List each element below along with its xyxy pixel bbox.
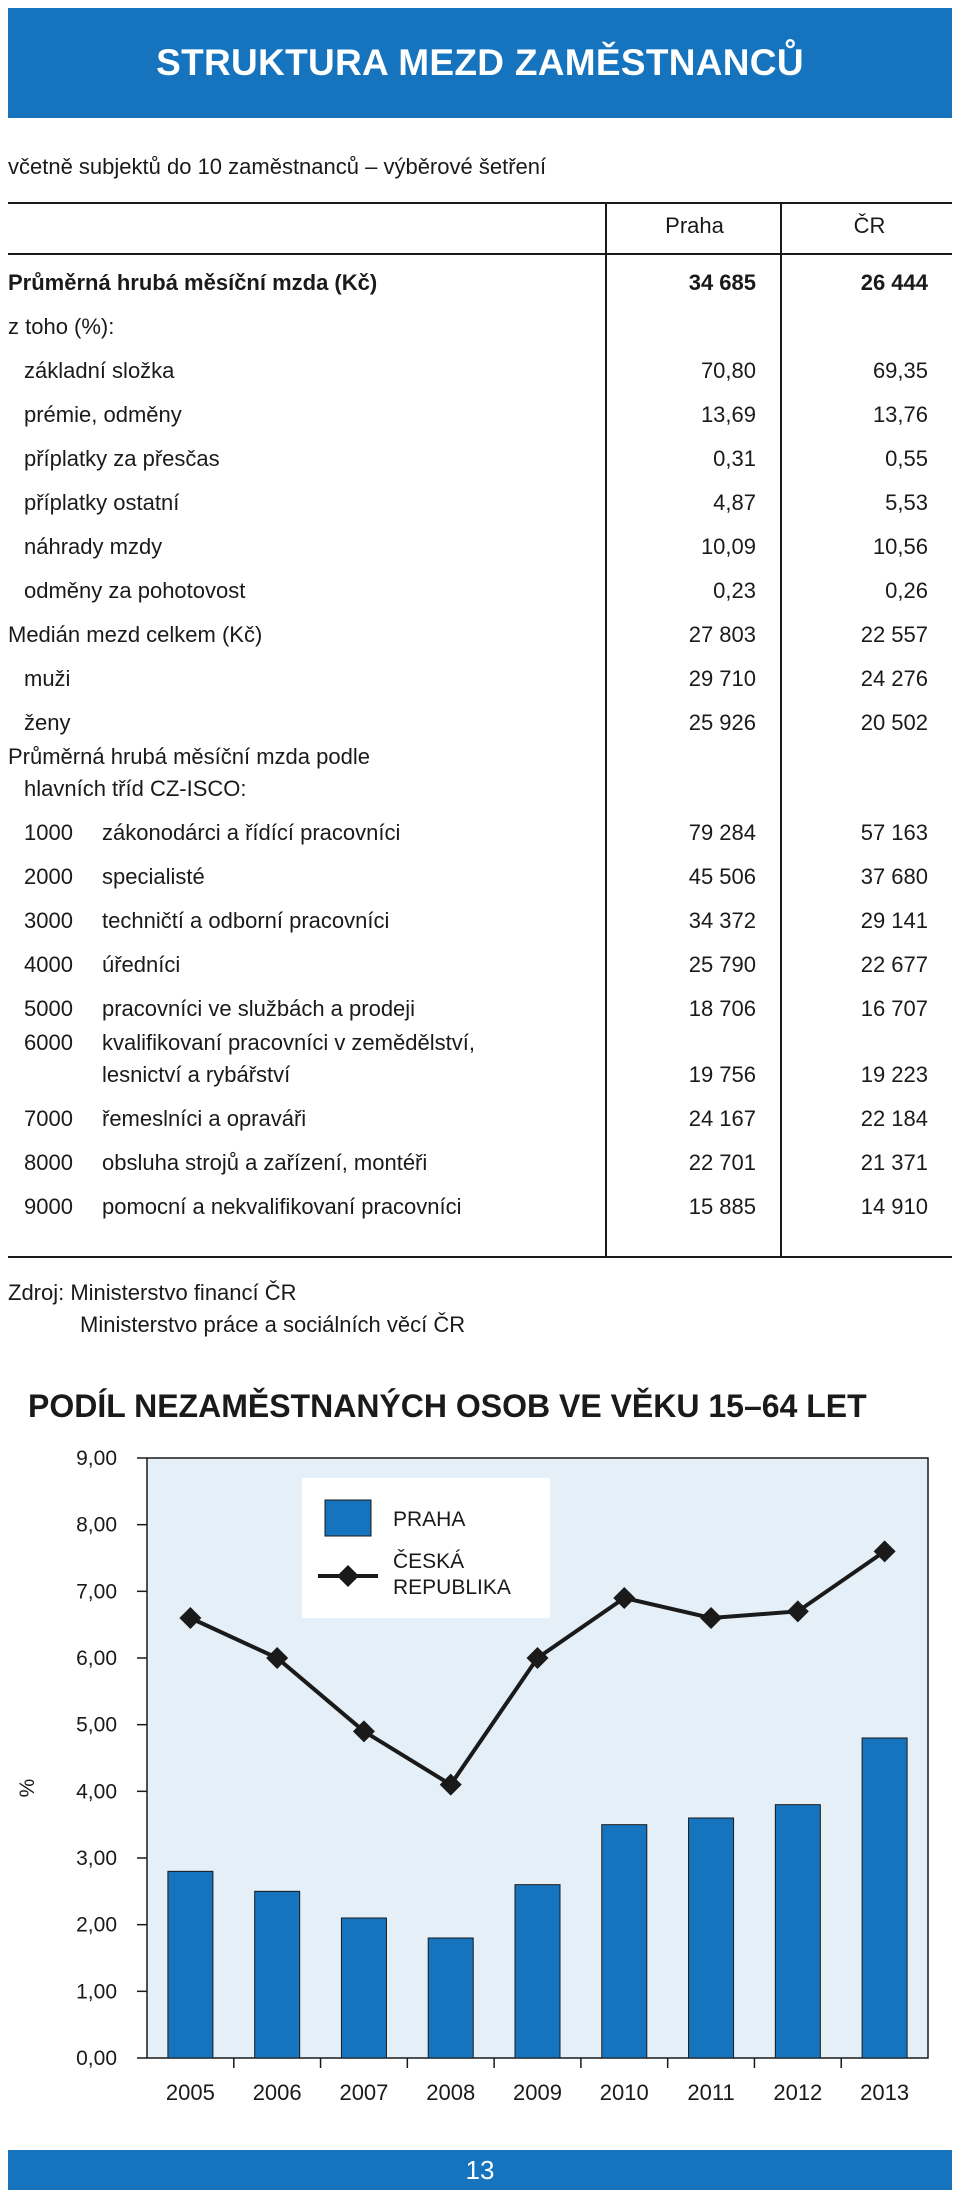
value-praha: 19 756 bbox=[688, 1062, 756, 1087]
column-header-cr: ČR bbox=[853, 213, 886, 238]
table-row bbox=[8, 561, 952, 605]
isco-code: 2000 bbox=[24, 864, 73, 889]
table-row bbox=[8, 297, 952, 341]
row-label: z toho (%): bbox=[8, 314, 115, 339]
x-tick-label: 2013 bbox=[860, 2080, 910, 2105]
row-label: prémie, odměny bbox=[24, 402, 182, 427]
value-cr: 21 371 bbox=[860, 1150, 928, 1175]
value-cr: 10,56 bbox=[872, 534, 928, 559]
bar-praha bbox=[168, 1871, 213, 2058]
value-cr: 24 276 bbox=[860, 666, 928, 691]
bar-praha bbox=[689, 1818, 734, 2058]
value-praha: 4,87 bbox=[713, 490, 756, 515]
x-tick-label: 2006 bbox=[252, 2080, 302, 2105]
value-praha: 25 790 bbox=[688, 952, 756, 977]
value-cr: 5,53 bbox=[885, 490, 928, 515]
value-praha: 0,23 bbox=[713, 578, 756, 603]
page-title: STRUKTURA MEZD ZAMĚSTNANCŮ bbox=[156, 42, 804, 83]
value-cr: 37 680 bbox=[860, 864, 928, 889]
table-row bbox=[8, 891, 952, 935]
value-praha: 45 506 bbox=[688, 864, 756, 889]
row-label: pracovníci ve službách a prodeji bbox=[102, 996, 416, 1021]
row-label: úředníci bbox=[102, 952, 181, 977]
table-row bbox=[8, 737, 952, 803]
isco-code: 6000 bbox=[24, 1030, 73, 1055]
value-cr: 22 677 bbox=[860, 952, 928, 977]
table-row bbox=[8, 935, 952, 979]
value-cr: 57 163 bbox=[860, 820, 928, 845]
y-tick-label: 1,00 bbox=[76, 1980, 117, 2004]
table-row bbox=[8, 605, 952, 649]
isco-code: 5000 bbox=[24, 996, 73, 1021]
row-label-line: hlavních tříd CZ-ISCO: bbox=[24, 776, 247, 801]
row-label: techničtí a odborní pracovníci bbox=[102, 908, 390, 933]
value-cr: 22 557 bbox=[860, 622, 928, 647]
y-tick-label: 4,00 bbox=[76, 1780, 117, 1804]
x-tick-label: 2011 bbox=[687, 2080, 735, 2105]
x-tick-label: 2009 bbox=[513, 2080, 562, 2105]
row-label: pomocní a nekvalifikovaní pracovníci bbox=[102, 1194, 462, 1219]
row-label: obsluha strojů a zařízení, montéři bbox=[102, 1150, 428, 1175]
value-praha: 18 706 bbox=[688, 996, 756, 1021]
row-label: muži bbox=[24, 666, 71, 691]
value-cr: 26 444 bbox=[860, 270, 928, 295]
legend-swatch-praha bbox=[325, 1500, 371, 1536]
y-axis-label: % bbox=[16, 1778, 39, 1798]
table-row bbox=[8, 517, 952, 561]
row-label-line: lesnictví a rybářství bbox=[102, 1062, 291, 1087]
table-row bbox=[8, 803, 952, 847]
table-row bbox=[8, 1177, 952, 1221]
row-label: Medián mezd celkem (Kč) bbox=[8, 622, 263, 647]
bar-praha bbox=[341, 1918, 386, 2058]
table-subtitle: včetně subjektů do 10 zaměstnanců – výběrové šetření bbox=[8, 154, 547, 179]
wage-table bbox=[8, 253, 952, 1221]
table-row bbox=[8, 693, 952, 737]
source-line: Zdroj: Ministerstvo financí ČR bbox=[8, 1280, 297, 1305]
bar-praha bbox=[775, 1805, 820, 2058]
value-cr: 16 707 bbox=[860, 996, 928, 1021]
y-tick-label: 5,00 bbox=[76, 1713, 117, 1737]
y-tick-label: 3,00 bbox=[76, 1847, 117, 1870]
isco-code: 4000 bbox=[24, 952, 73, 977]
value-cr: 19 223 bbox=[860, 1062, 928, 1087]
isco-code: 9000 bbox=[24, 1194, 73, 1219]
row-label: náhrady mzdy bbox=[24, 534, 163, 559]
page-number: 13 bbox=[465, 2154, 495, 2185]
value-praha: 29 710 bbox=[688, 666, 756, 691]
row-label-line: kvalifikovaní pracovníci v zemědělství, bbox=[102, 1030, 475, 1055]
row-label: odměny za pohotovost bbox=[24, 578, 246, 603]
table-row bbox=[8, 341, 952, 385]
page-footer bbox=[8, 2150, 952, 2190]
bar-praha bbox=[602, 1825, 647, 2058]
table-row bbox=[8, 1023, 952, 1089]
row-label: příplatky ostatní bbox=[24, 490, 180, 515]
isco-code: 7000 bbox=[24, 1106, 73, 1131]
value-cr: 0,55 bbox=[885, 446, 928, 471]
table-row bbox=[8, 253, 952, 297]
legend-label-praha: PRAHA bbox=[393, 1508, 466, 1531]
value-praha: 10,09 bbox=[700, 534, 756, 559]
x-tick-label: 2010 bbox=[599, 2080, 649, 2105]
bar-praha bbox=[428, 1938, 473, 2058]
value-praha: 13,69 bbox=[700, 402, 756, 427]
x-tick-label: 2012 bbox=[773, 2080, 823, 2105]
isco-code: 8000 bbox=[24, 1150, 73, 1175]
source-note bbox=[8, 1277, 465, 1341]
table-row bbox=[8, 385, 952, 429]
table-top-rule bbox=[8, 202, 952, 204]
value-praha: 34 372 bbox=[688, 908, 756, 933]
value-cr: 0,26 bbox=[885, 578, 928, 603]
bar-praha bbox=[255, 1891, 300, 2058]
value-praha: 22 701 bbox=[688, 1150, 756, 1175]
bar-praha bbox=[515, 1885, 560, 2058]
table-row bbox=[8, 1133, 952, 1177]
value-praha: 79 284 bbox=[688, 820, 756, 845]
source-line: Ministerstvo práce a sociálních věcí ČR bbox=[80, 1312, 466, 1337]
unemployment-chart bbox=[0, 1440, 960, 2140]
value-cr: 14 910 bbox=[860, 1194, 928, 1219]
value-cr: 29 141 bbox=[860, 908, 928, 933]
table-row bbox=[8, 649, 952, 693]
x-tick-label: 2008 bbox=[426, 2080, 476, 2105]
value-cr: 20 502 bbox=[860, 710, 928, 735]
value-praha: 24 167 bbox=[688, 1106, 756, 1131]
value-praha: 34 685 bbox=[688, 270, 756, 295]
row-label-line: Průměrná hrubá měsíční mzda podle bbox=[8, 744, 370, 769]
value-praha: 0,31 bbox=[713, 446, 756, 471]
value-cr: 22 184 bbox=[860, 1106, 928, 1131]
y-tick-label: 8,00 bbox=[76, 1513, 117, 1537]
y-tick-label: 6,00 bbox=[76, 1647, 117, 1670]
bar-praha bbox=[862, 1738, 907, 2058]
y-tick-label: 2,00 bbox=[76, 1913, 117, 1937]
row-label: specialisté bbox=[102, 864, 205, 889]
legend-label-line: REPUBLIKA bbox=[393, 1576, 511, 1599]
y-tick-label: 7,00 bbox=[76, 1580, 117, 1604]
x-tick-label: 2007 bbox=[339, 2080, 389, 2105]
value-praha: 70,80 bbox=[700, 358, 756, 383]
isco-code: 1000 bbox=[24, 820, 73, 845]
row-label: ženy bbox=[24, 710, 71, 735]
y-tick-label: 9,00 bbox=[76, 1447, 117, 1470]
value-praha: 15 885 bbox=[688, 1194, 756, 1219]
table-row bbox=[8, 429, 952, 473]
value-cr: 69,35 bbox=[872, 358, 928, 383]
row-label: zákonodárci a řídící pracovníci bbox=[102, 820, 401, 845]
chart-title: PODÍL NEZAMĚSTNANÝCH OSOB VE VĚKU 15–64 LET bbox=[28, 1388, 867, 1424]
column-header-praha: Praha bbox=[665, 213, 724, 238]
table-row bbox=[8, 847, 952, 891]
row-label: základní složka bbox=[24, 358, 175, 383]
value-praha: 27 803 bbox=[688, 622, 756, 647]
legend-label-line: ČESKÁ bbox=[393, 1550, 465, 1573]
chart-legend bbox=[302, 1478, 550, 1618]
row-label: řemeslníci a opraváři bbox=[102, 1106, 307, 1131]
x-tick-label: 2005 bbox=[165, 2080, 215, 2105]
isco-code: 3000 bbox=[24, 908, 73, 933]
page-banner bbox=[8, 8, 952, 118]
row-label: příplatky za přesčas bbox=[24, 446, 220, 471]
table-row bbox=[8, 1089, 952, 1133]
table-row bbox=[8, 979, 952, 1023]
y-tick-label: 0,00 bbox=[76, 2047, 117, 2070]
value-cr: 13,76 bbox=[872, 402, 928, 427]
value-praha: 25 926 bbox=[688, 710, 756, 735]
table-bottom-rule bbox=[8, 1256, 952, 1258]
row-label: Průměrná hrubá měsíční mzda (Kč) bbox=[8, 270, 378, 295]
table-row bbox=[8, 473, 952, 517]
